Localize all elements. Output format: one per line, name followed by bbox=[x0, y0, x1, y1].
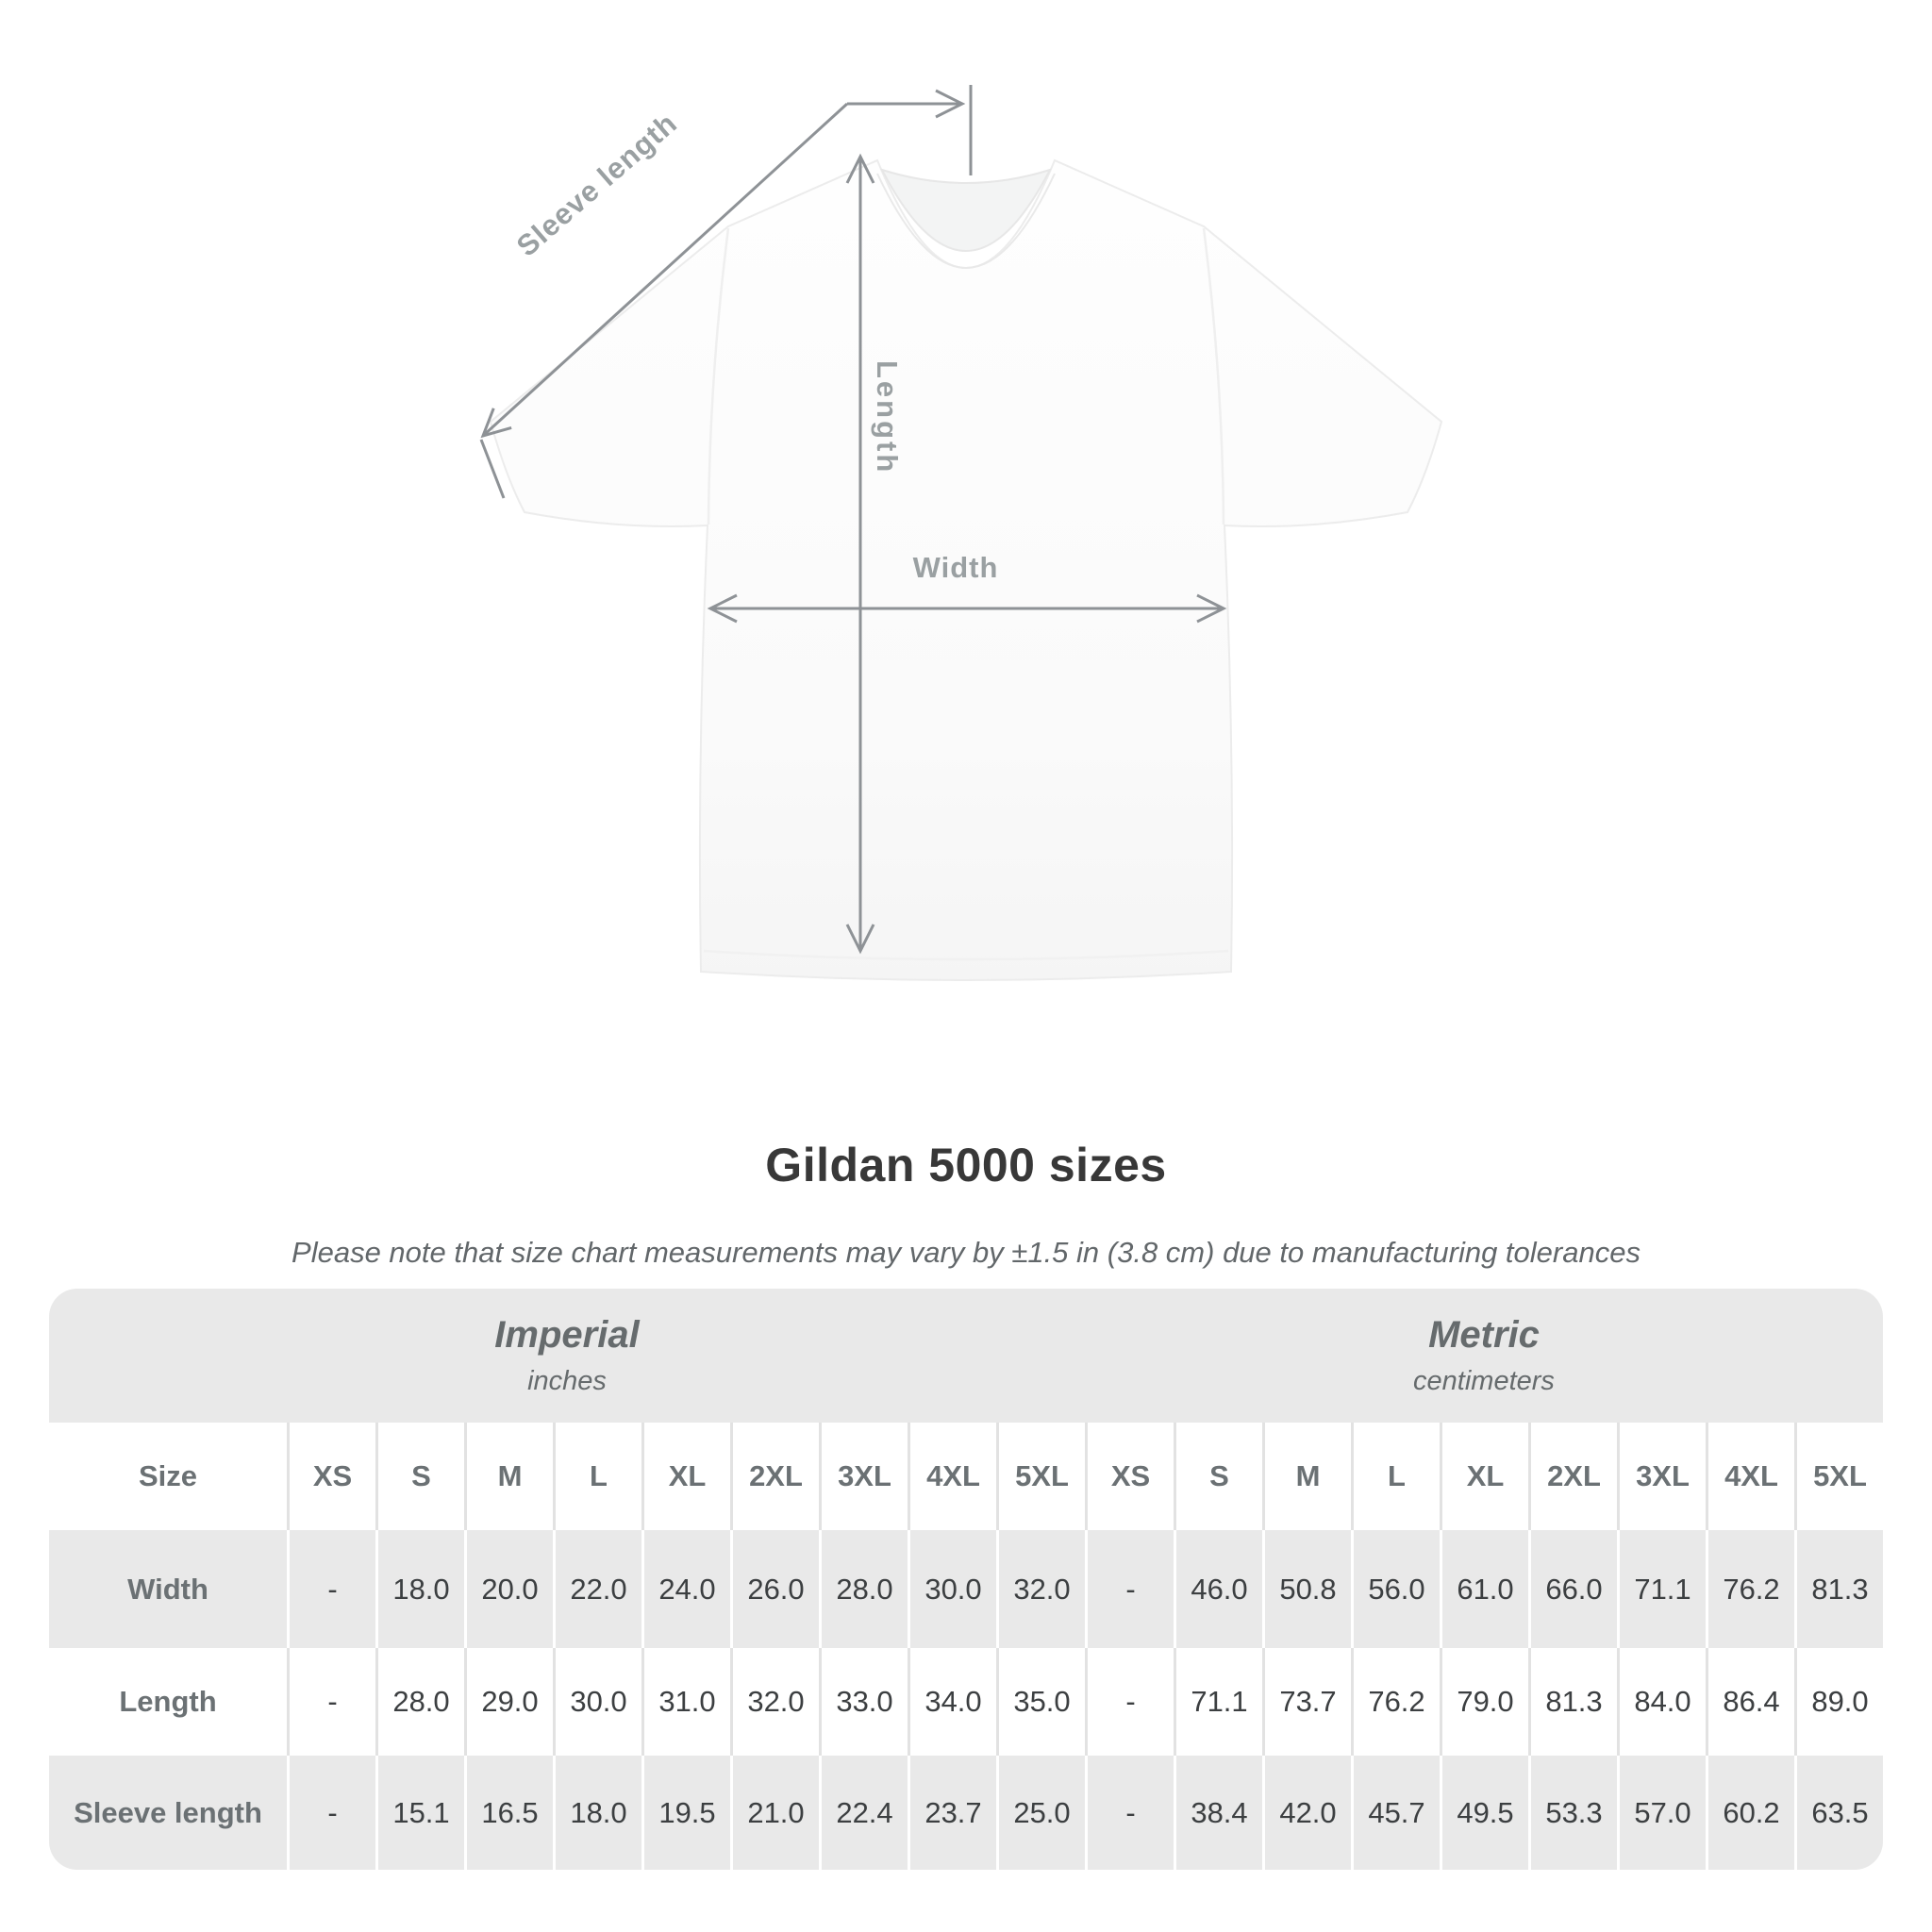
cell: 32.0 bbox=[730, 1648, 819, 1756]
size-column-header: Size bbox=[138, 1459, 198, 1492]
cell: 89.0 bbox=[1794, 1648, 1883, 1756]
cell: 19.5 bbox=[641, 1756, 730, 1870]
cell: 35.0 bbox=[996, 1648, 1085, 1756]
col-met-xs: XS bbox=[1085, 1423, 1174, 1530]
imperial-header-group bbox=[49, 1289, 1085, 1423]
imperial-title: Imperial bbox=[494, 1314, 640, 1356]
metric-title: Metric bbox=[1428, 1314, 1540, 1356]
col-imp-3xl: 3XL bbox=[819, 1423, 908, 1530]
cell: 29.0 bbox=[464, 1648, 553, 1756]
cell: 81.3 bbox=[1528, 1648, 1617, 1756]
length-row bbox=[49, 1648, 1883, 1756]
cell: 33.0 bbox=[819, 1648, 908, 1756]
cell: 76.2 bbox=[1351, 1648, 1440, 1756]
col-met-xl: XL bbox=[1440, 1423, 1528, 1530]
cell: 81.3 bbox=[1794, 1530, 1883, 1648]
cell: 45.7 bbox=[1351, 1756, 1440, 1870]
cell: 42.0 bbox=[1262, 1756, 1351, 1870]
cell: 60.2 bbox=[1706, 1756, 1794, 1870]
cell: 30.0 bbox=[553, 1648, 641, 1756]
cell: 24.0 bbox=[641, 1530, 730, 1648]
col-met-l: L bbox=[1351, 1423, 1440, 1530]
cell: - bbox=[1085, 1648, 1174, 1756]
col-imp-m: M bbox=[464, 1423, 553, 1530]
col-imp-xs: XS bbox=[287, 1423, 375, 1530]
width-label: Width bbox=[912, 551, 999, 584]
metric-header-group bbox=[1085, 1289, 1883, 1423]
cell: 66.0 bbox=[1528, 1530, 1617, 1648]
cell: 25.0 bbox=[996, 1756, 1085, 1870]
cell: 28.0 bbox=[819, 1530, 908, 1648]
length-label: Length bbox=[871, 360, 904, 475]
cell: 18.0 bbox=[375, 1530, 464, 1648]
cell: 79.0 bbox=[1440, 1648, 1528, 1756]
cell: 86.4 bbox=[1706, 1648, 1794, 1756]
cell: 18.0 bbox=[553, 1756, 641, 1870]
cell: - bbox=[1085, 1756, 1174, 1870]
size-header-row bbox=[49, 1423, 1883, 1530]
cell: - bbox=[287, 1756, 375, 1870]
cell: 50.8 bbox=[1262, 1530, 1351, 1648]
cell: 84.0 bbox=[1617, 1648, 1706, 1756]
tolerance-note: Please note that size chart measurements may vary by ±1.5 in (3.8 cm) due to manufacturing tolerances bbox=[291, 1236, 1641, 1269]
sleeve-length-label: Sleeve length bbox=[509, 106, 684, 263]
col-met-3xl: 3XL bbox=[1617, 1423, 1706, 1530]
imperial-unit: inches bbox=[527, 1366, 607, 1396]
cell: 34.0 bbox=[908, 1648, 996, 1756]
col-met-5xl: 5XL bbox=[1794, 1423, 1883, 1530]
col-met-2xl: 2XL bbox=[1528, 1423, 1617, 1530]
row-label-sleeve-length: Sleeve length bbox=[49, 1756, 287, 1870]
page-title: Gildan 5000 sizes bbox=[765, 1139, 1167, 1191]
cell: 71.1 bbox=[1617, 1530, 1706, 1648]
cell: 16.5 bbox=[464, 1756, 553, 1870]
unit-header-row bbox=[49, 1289, 1883, 1423]
cell: 31.0 bbox=[641, 1648, 730, 1756]
row-label-length: Length bbox=[119, 1685, 217, 1718]
col-met-s: S bbox=[1174, 1423, 1262, 1530]
size-table bbox=[49, 1289, 1883, 1870]
cell: 71.1 bbox=[1174, 1648, 1262, 1756]
cell: 57.0 bbox=[1617, 1756, 1706, 1870]
cell: 56.0 bbox=[1351, 1530, 1440, 1648]
cell: 23.7 bbox=[908, 1756, 996, 1870]
cell: 22.0 bbox=[553, 1530, 641, 1648]
cell: 76.2 bbox=[1706, 1530, 1794, 1648]
cell: 30.0 bbox=[908, 1530, 996, 1648]
cell: 38.4 bbox=[1174, 1756, 1262, 1870]
cell: 32.0 bbox=[996, 1530, 1085, 1648]
metric-unit: centimeters bbox=[1413, 1366, 1555, 1396]
cell: 22.4 bbox=[819, 1756, 908, 1870]
cell: 26.0 bbox=[730, 1530, 819, 1648]
cell: 20.0 bbox=[464, 1530, 553, 1648]
cell: 15.1 bbox=[375, 1756, 464, 1870]
cell: 49.5 bbox=[1440, 1756, 1528, 1870]
cell: - bbox=[287, 1648, 375, 1756]
col-imp-s: S bbox=[375, 1423, 464, 1530]
cell: 53.3 bbox=[1528, 1756, 1617, 1870]
col-imp-xl: XL bbox=[641, 1423, 730, 1530]
col-met-4xl: 4XL bbox=[1706, 1423, 1794, 1530]
col-imp-l: L bbox=[553, 1423, 641, 1530]
cell: 63.5 bbox=[1794, 1756, 1883, 1870]
cell: - bbox=[1085, 1530, 1174, 1648]
col-imp-4xl: 4XL bbox=[908, 1423, 996, 1530]
cell: 28.0 bbox=[375, 1648, 464, 1756]
cell: 21.0 bbox=[730, 1756, 819, 1870]
col-imp-2xl: 2XL bbox=[730, 1423, 819, 1530]
sleeve-length-row bbox=[49, 1756, 1883, 1870]
cell: 61.0 bbox=[1440, 1530, 1528, 1648]
col-met-m: M bbox=[1262, 1423, 1351, 1530]
cell: 46.0 bbox=[1174, 1530, 1262, 1648]
col-imp-5xl: 5XL bbox=[996, 1423, 1085, 1530]
width-row bbox=[49, 1530, 1883, 1648]
cell: - bbox=[287, 1530, 375, 1648]
row-label-width: Width bbox=[49, 1530, 287, 1648]
cell: 73.7 bbox=[1262, 1648, 1351, 1756]
